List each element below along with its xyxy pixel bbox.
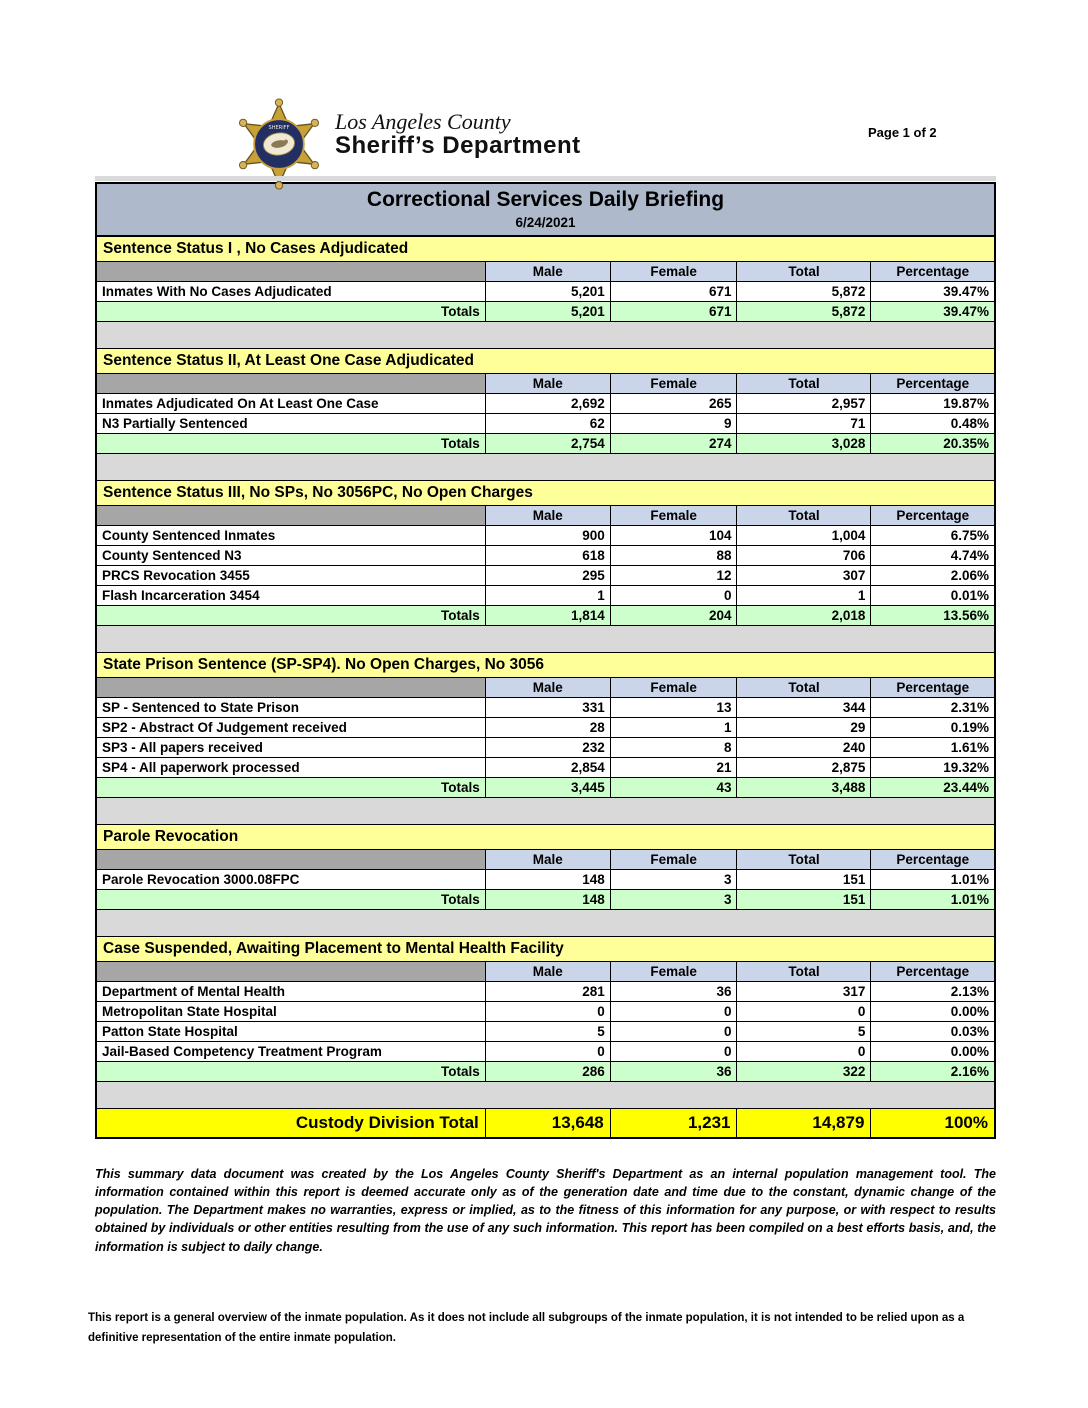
totals-label: Totals: [96, 778, 485, 798]
male-value: 2,692: [485, 394, 610, 414]
section-title: Parole Revocation: [96, 825, 995, 850]
male-value: 2,854: [485, 758, 610, 778]
page-title: Correctional Services Daily Briefing: [366, 188, 725, 211]
female-value: 265: [610, 394, 737, 414]
column-header-male: Male: [485, 678, 610, 698]
totals-row: [96, 778, 995, 798]
female-value: 88: [610, 546, 737, 566]
percentage-value: 4.74%: [871, 546, 995, 566]
section-title: Sentence Status I , No Cases Adjudicated: [96, 236, 995, 262]
totals-label: Totals: [96, 434, 485, 454]
column-header-total: Total: [737, 678, 871, 698]
column-header-total: Total: [737, 962, 871, 982]
male-total: 2,754: [485, 434, 610, 454]
row-label: Parole Revocation 3000.08FPC: [96, 870, 485, 890]
row-label: County Sentenced N3: [96, 546, 485, 566]
percentage-total: 1.01%: [871, 890, 995, 910]
row-label: Jail-Based Competency Treatment Program: [96, 1042, 485, 1062]
percentage-total: 20.35%: [871, 434, 995, 454]
total-value: 5: [737, 1022, 871, 1042]
table-row: [96, 414, 995, 434]
totals-row: [96, 890, 995, 910]
female-value: 13: [610, 698, 737, 718]
spacer-row: [96, 1082, 995, 1109]
totals-row: [96, 1062, 995, 1082]
section-header: [96, 236, 995, 262]
female-value: 0: [610, 586, 737, 606]
column-header-female: Female: [610, 962, 737, 982]
female-total: 43: [610, 778, 737, 798]
briefing-table: [95, 182, 996, 1139]
table-row: [96, 394, 995, 414]
male-value: 331: [485, 698, 610, 718]
row-label: SP4 - All paperwork processed: [96, 758, 485, 778]
disclaimer-text: This summary data document was created by the Los Angeles County Sheriff's Department as an internal population management tool. The information contained within this report is deemed accurate only as of the generation date and time due to the constant, dynamic change of the population. The Department makes no warranties, express or implied, as to the fitness of this information for any purpose, or with respect to results obtained by individuals or other entities resulting from the use of any such information. This report has been compiled on a best efforts basis, and, the information is subject to daily change.: [95, 1167, 996, 1254]
spacer-row: [96, 454, 995, 481]
row-label: Patton State Hospital: [96, 1022, 485, 1042]
female-total: 204: [610, 606, 737, 626]
total-value: 1,004: [737, 526, 871, 546]
female-total: 274: [610, 434, 737, 454]
totals-label: Totals: [96, 606, 485, 626]
briefing-report: [95, 182, 996, 1139]
totals-label: Totals: [96, 1062, 485, 1082]
percentage-value: 2.06%: [871, 566, 995, 586]
male-value: 0: [485, 1002, 610, 1022]
column-header-percentage: Percentage: [871, 374, 995, 394]
total-value: 5,872: [737, 282, 871, 302]
row-label: SP2 - Abstract Of Judgement received: [96, 718, 485, 738]
logo-department-line: Sheriff’s Department: [335, 132, 581, 160]
column-header-female: Female: [610, 506, 737, 526]
female-value: 36: [610, 982, 737, 1002]
report-date: 6/24/2021: [515, 215, 576, 230]
female-value: 1: [610, 718, 737, 738]
male-value: 0: [485, 1042, 610, 1062]
female-value: 8: [610, 738, 737, 758]
row-label: SP - Sentenced to State Prison: [96, 698, 485, 718]
total-value: 317: [737, 982, 871, 1002]
percentage-value: 6.75%: [871, 526, 995, 546]
totals-label: Totals: [96, 890, 485, 910]
percentage-value: 2.31%: [871, 698, 995, 718]
section-header: [96, 825, 995, 850]
total-total: 3,488: [737, 778, 871, 798]
table-row: [96, 526, 995, 546]
total-value: 2,957: [737, 394, 871, 414]
male-value: 232: [485, 738, 610, 758]
section-title: State Prison Sentence (SP-SP4). No Open Charges, No 3056: [96, 653, 995, 678]
table-row: [96, 698, 995, 718]
total-value: 2,875: [737, 758, 871, 778]
column-header-percentage: Percentage: [871, 262, 995, 282]
row-label: Inmates Adjudicated On At Least One Case: [96, 394, 485, 414]
percentage-value: 0.01%: [871, 586, 995, 606]
male-value: 1: [485, 586, 610, 606]
blank-header-cell: [96, 262, 485, 282]
female-value: 0: [610, 1022, 737, 1042]
row-label: PRCS Revocation 3455: [96, 566, 485, 586]
female-value: 12: [610, 566, 737, 586]
total-total: 5,872: [737, 302, 871, 322]
column-header-percentage: Percentage: [871, 678, 995, 698]
total-value: 151: [737, 870, 871, 890]
column-header-male: Male: [485, 262, 610, 282]
total-value: 29: [737, 718, 871, 738]
percentage-total: 2.16%: [871, 1062, 995, 1082]
female-total: 36: [610, 1062, 737, 1082]
percentage-value: 0.00%: [871, 1002, 995, 1022]
percentage-value: 2.13%: [871, 982, 995, 1002]
grand-total-male: 13,648: [485, 1109, 610, 1139]
table-row: [96, 870, 995, 890]
table-row: [96, 1022, 995, 1042]
section-title: Sentence Status III, No SPs, No 3056PC, No Open Charges: [96, 481, 995, 506]
table-row: [96, 1042, 995, 1062]
percentage-total: 39.47%: [871, 302, 995, 322]
total-value: 240: [737, 738, 871, 758]
percentage-value: 19.32%: [871, 758, 995, 778]
column-header-row: [96, 374, 995, 394]
blank-header-cell: [96, 850, 485, 870]
page-number-label: Page 1 of 2: [868, 125, 937, 140]
total-total: 3,028: [737, 434, 871, 454]
male-total: 286: [485, 1062, 610, 1082]
section-title: Sentence Status II, At Least One Case Adjudicated: [96, 349, 995, 374]
male-value: 28: [485, 718, 610, 738]
total-total: 2,018: [737, 606, 871, 626]
column-header-row: [96, 262, 995, 282]
female-total: 3: [610, 890, 737, 910]
male-total: 1,814: [485, 606, 610, 626]
column-header-female: Female: [610, 262, 737, 282]
row-label: Flash Incarceration 3454: [96, 586, 485, 606]
section-header: [96, 349, 995, 374]
column-header-female: Female: [610, 850, 737, 870]
percentage-value: 1.61%: [871, 738, 995, 758]
column-header-female: Female: [610, 374, 737, 394]
section-header: [96, 481, 995, 506]
table-row: [96, 566, 995, 586]
male-value: 5: [485, 1022, 610, 1042]
totals-row: [96, 434, 995, 454]
total-value: 1: [737, 586, 871, 606]
row-label: SP3 - All papers received: [96, 738, 485, 758]
column-header-female: Female: [610, 678, 737, 698]
total-total: 151: [737, 890, 871, 910]
column-header-male: Male: [485, 374, 610, 394]
percentage-value: 39.47%: [871, 282, 995, 302]
grand-total-label: Custody Division Total: [96, 1109, 485, 1139]
totals-row: [96, 302, 995, 322]
custody-division-total-row: [96, 1109, 995, 1139]
totals-row: [96, 606, 995, 626]
female-value: 9: [610, 414, 737, 434]
female-total: 671: [610, 302, 737, 322]
blank-header-cell: [96, 678, 485, 698]
blank-header-cell: [96, 506, 485, 526]
column-header-total: Total: [737, 374, 871, 394]
total-total: 322: [737, 1062, 871, 1082]
male-value: 900: [485, 526, 610, 546]
male-value: 148: [485, 870, 610, 890]
total-value: 307: [737, 566, 871, 586]
male-value: 281: [485, 982, 610, 1002]
logo-text: [335, 110, 581, 158]
spacer-row: [96, 798, 995, 825]
total-value: 0: [737, 1002, 871, 1022]
row-label: Inmates With No Cases Adjudicated: [96, 282, 485, 302]
column-header-row: [96, 678, 995, 698]
table-row: [96, 982, 995, 1002]
section-header: [96, 937, 995, 962]
column-header-male: Male: [485, 506, 610, 526]
row-label: Metropolitan State Hospital: [96, 1002, 485, 1022]
percentage-value: 0.48%: [871, 414, 995, 434]
percentage-total: 23.44%: [871, 778, 995, 798]
spacer-row: [96, 910, 995, 937]
table-row: [96, 586, 995, 606]
table-row: [96, 758, 995, 778]
total-value: 344: [737, 698, 871, 718]
percentage-value: 0.00%: [871, 1042, 995, 1062]
table-row: [96, 718, 995, 738]
spacer-row: [96, 322, 995, 349]
female-value: 671: [610, 282, 737, 302]
divider-strip: [95, 176, 996, 181]
grand-total-total: 14,879: [737, 1109, 871, 1139]
totals-label: Totals: [96, 302, 485, 322]
blank-header-cell: [96, 962, 485, 982]
total-value: 706: [737, 546, 871, 566]
female-value: 104: [610, 526, 737, 546]
male-total: 3,445: [485, 778, 610, 798]
footer-note-text: This report is a general overview of the inmate population. As it does not include all subgroups of the inmate population, it is not intended to be relied upon as a definitive representation of the entire inmate population.: [88, 1311, 965, 1344]
column-header-total: Total: [737, 850, 871, 870]
column-header-male: Male: [485, 962, 610, 982]
section-title: Case Suspended, Awaiting Placement to Mental Health Facility: [96, 937, 995, 962]
column-header-male: Male: [485, 850, 610, 870]
total-value: 71: [737, 414, 871, 434]
column-header-percentage: Percentage: [871, 962, 995, 982]
table-row: [96, 282, 995, 302]
svg-text:SHERIFF: SHERIFF: [268, 124, 290, 131]
row-label: County Sentenced Inmates: [96, 526, 485, 546]
logo-county-line: Los Angeles County: [335, 109, 511, 134]
male-value: 5,201: [485, 282, 610, 302]
percentage-value: 0.19%: [871, 718, 995, 738]
row-label: N3 Partially Sentenced: [96, 414, 485, 434]
grand-total-percentage: 100%: [871, 1109, 995, 1139]
table-row: [96, 1002, 995, 1022]
male-total: 148: [485, 890, 610, 910]
table-row: [96, 738, 995, 758]
spacer-row: [96, 626, 995, 653]
column-header-row: [96, 850, 995, 870]
female-value: 21: [610, 758, 737, 778]
percentage-value: 19.87%: [871, 394, 995, 414]
blank-header-cell: [96, 374, 485, 394]
section-header: [96, 653, 995, 678]
page-header: [0, 0, 1088, 182]
percentage-value: 0.03%: [871, 1022, 995, 1042]
column-header-total: Total: [737, 262, 871, 282]
male-value: 618: [485, 546, 610, 566]
female-value: 3: [610, 870, 737, 890]
table-row: [96, 546, 995, 566]
female-value: 0: [610, 1002, 737, 1022]
male-value: 295: [485, 566, 610, 586]
male-value: 62: [485, 414, 610, 434]
column-header-row: [96, 962, 995, 982]
female-value: 0: [610, 1042, 737, 1062]
total-value: 0: [737, 1042, 871, 1062]
percentage-value: 1.01%: [871, 870, 995, 890]
column-header-total: Total: [737, 506, 871, 526]
row-label: Department of Mental Health: [96, 982, 485, 1002]
column-header-percentage: Percentage: [871, 506, 995, 526]
male-total: 5,201: [485, 302, 610, 322]
grand-total-female: 1,231: [610, 1109, 737, 1139]
report-title-band: [96, 183, 995, 236]
column-header-percentage: Percentage: [871, 850, 995, 870]
percentage-total: 13.56%: [871, 606, 995, 626]
column-header-row: [96, 506, 995, 526]
